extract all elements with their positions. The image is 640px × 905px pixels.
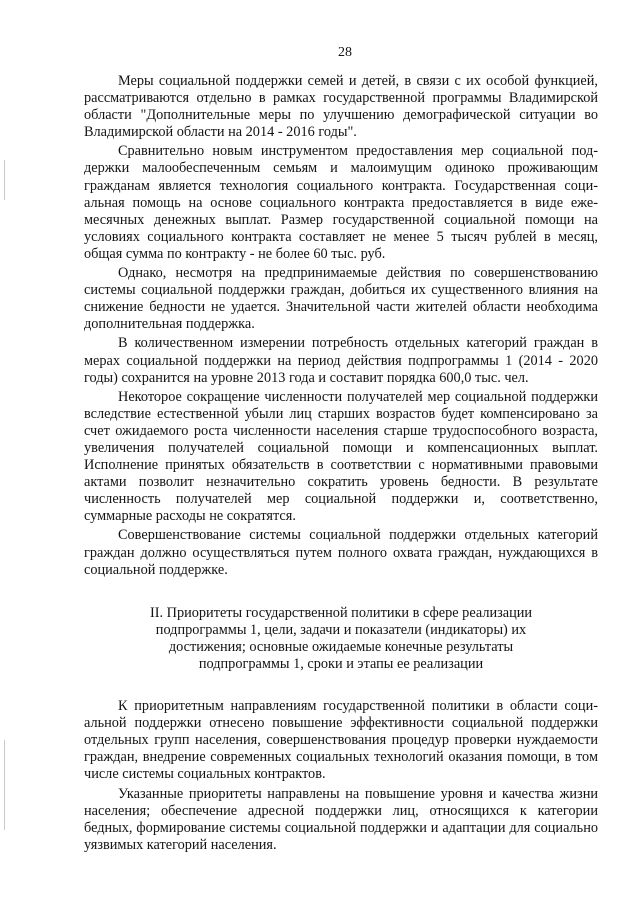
section-heading-line: подпрограммы 1, сроки и этапы ее реализации (198, 656, 484, 672)
paragraph: Меры социальной поддержки семей и детей, в связи с их особой функцией, рассматриваются отдельно в рамках государственной программы Владимирской области "Дополнительные меры по улучшению демографической ситуации во Владимирской области на 2014 - 2016 годы". (84, 73, 598, 141)
paragraph: Однако, несмотря на предпринимаемые действия по совершенствованию системы социальной поддержки граждан, добиться их существенного влияния на снижение бедности не удается. Значительной части жителей области необходима дополнительная поддержка. (84, 265, 598, 333)
paragraph: К приоритетным направлениям государственной политики в области социальной поддержки отнесено повышение эффективности социальной поддержки отдельных групп населения, совершенствования процедур проверки нуждаемости граждан, внедрение современных социальных технологий оказания помощи, в том числе системы социальных контрактов. (84, 698, 598, 783)
document-body (84, 73, 598, 856)
paragraph: Указанные приоритеты направлены на повышение уровня и качества жизни населения; обеспечение адресной поддержки лиц, относящихся к категории бедных, формирование системы социальной поддержки и адаптации для социально уязвимых категорий населения. (84, 785, 598, 853)
section-heading (84, 605, 598, 673)
section-heading-line: подпрограммы 1, цели, задачи и показатели (индикаторы) их (155, 621, 527, 638)
paragraph: В количественном измерении потребность отдельных категорий граждан в мерах социальной поддержки на период действия подпрограммы 1 (2014 - 2020 годы) сохранится на уровне 2013 года и составит порядка 600,0 тыс. чел. (84, 335, 598, 386)
scan-edge-mark (4, 160, 5, 200)
paragraph: Некоторое сокращение численности получателей мер социальной поддержки вследствие естественной убыли лиц старших возрастов будет компенсировано за счет ожидаемого роста численности населения старше трудоспособного возраста, увеличения получателей социальной помощи и компенсационных выплат. Исполнение принятых обязательств в соответствии с нормативными правовыми актами позволит незначительно сократить уровень бедности. В результате численность получателей мер социальной поддержки и, соответственно, суммарные расходы не сократятся. (84, 388, 598, 525)
section-heading-line: II. Приоритеты государственной политики в сфере реализации (149, 604, 533, 621)
paragraph: Сравнительно новым инструментом предоставления мер социальной поддержки малообеспеченным семьям и малоимущим одиноко проживающим гражданам является технология социального контракта. Государственная социальная помощь на основе социального контракта предоставляется в виде ежемесячных денежных выплат. Размер государственной социальной помощи на условиях социального контракта составляет не менее 5 тысяч рублей в месяц, общая сумма по контракту - не более 60 тыс. руб. (84, 143, 598, 262)
scan-edge-mark (4, 740, 5, 830)
paragraph: Совершенствование системы социальной поддержки отдельных категорий граждан должно осуществляться путем полного охвата граждан, нуждающихся в социальной поддержке. (84, 527, 598, 578)
page-number: 28 (338, 45, 352, 60)
section-heading-line: достижения; основные ожидаемые конечные результаты (168, 638, 514, 655)
